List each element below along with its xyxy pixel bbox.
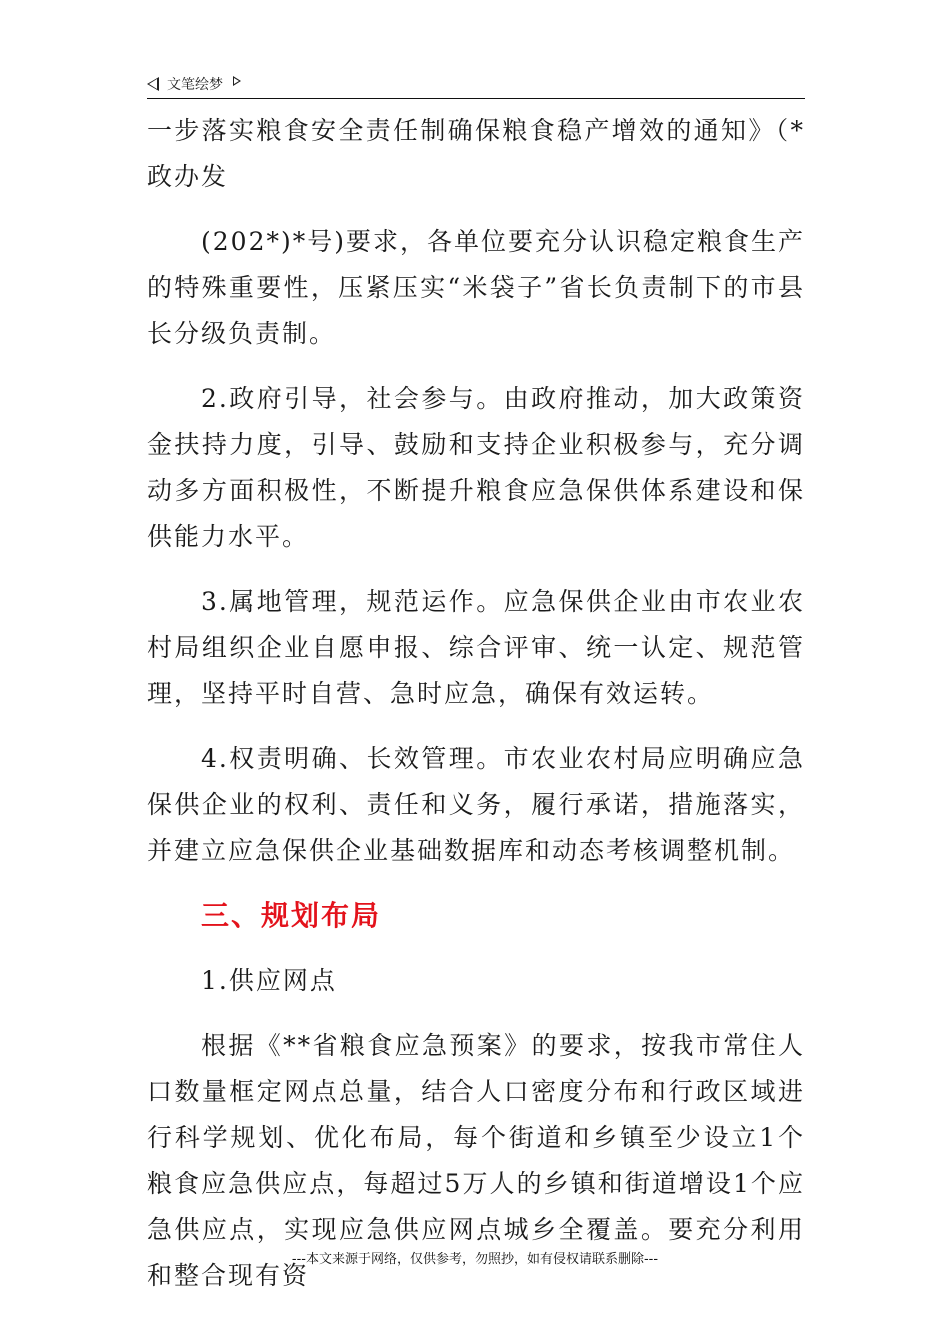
subheading-supply-points: 1.供应网点	[201, 966, 337, 995]
header-brand: 文笔绘梦	[167, 77, 223, 93]
document-body	[147, 108, 805, 1318]
page-header	[147, 72, 805, 96]
triangle-right-icon	[233, 76, 241, 86]
paragraph-requirement: (202*)*号)要求，各单位要充分认识稳定粮食生产的特殊重要性，压紧压实“米袋子”省长负责制下的市县长分级负责制。	[147, 227, 805, 348]
paragraph-principle-4: 4.权责明确、长效管理。市农业农村局应明确应急保供企业的权利、责任和义务，履行承诺，措施落实，并建立应急保供企业基础数据库和动态考核调整机制。	[147, 744, 805, 865]
paragraph-principle-2: 2.政府引导，社会参与。由政府推动，加大政策资金扶持力度，引导、鼓励和支持企业积极参与，充分调动多方面积极性，不断提升粮食应急保供体系建设和保供能力水平。	[147, 384, 805, 551]
paragraph-continuation: 一步落实粮食安全责任制确保粮食稳产增效的通知》（*政办发	[147, 116, 805, 191]
section-title: 三、规划布局	[201, 899, 382, 932]
header-divider	[147, 98, 805, 99]
triangle-left-icon	[147, 77, 159, 91]
footer-disclaimer: ---本文来源于网络，仅供参考，勿照抄，如有侵权请联系删除---	[291, 1252, 659, 1267]
paragraph-supply-points: 根据《**省粮食应急预案》的要求，按我市常住人口数量框定网点总量，结合人口密度分布和行政区域进行科学规划、优化布局，每个街道和乡镇至少设立1个粮食应急供应点，每超过5万人的乡镇和街道增设1个应急供应点，实现应急供应网点城乡全覆盖。要充分利用和整合现有资	[147, 1031, 805, 1290]
paragraph-principle-3: 3.属地管理，规范运作。应急保供企业由市农业农村局组织企业自愿申报、综合评审、统一认定、规范管理，坚持平时自营、急时应急，确保有效运转。	[147, 587, 805, 708]
